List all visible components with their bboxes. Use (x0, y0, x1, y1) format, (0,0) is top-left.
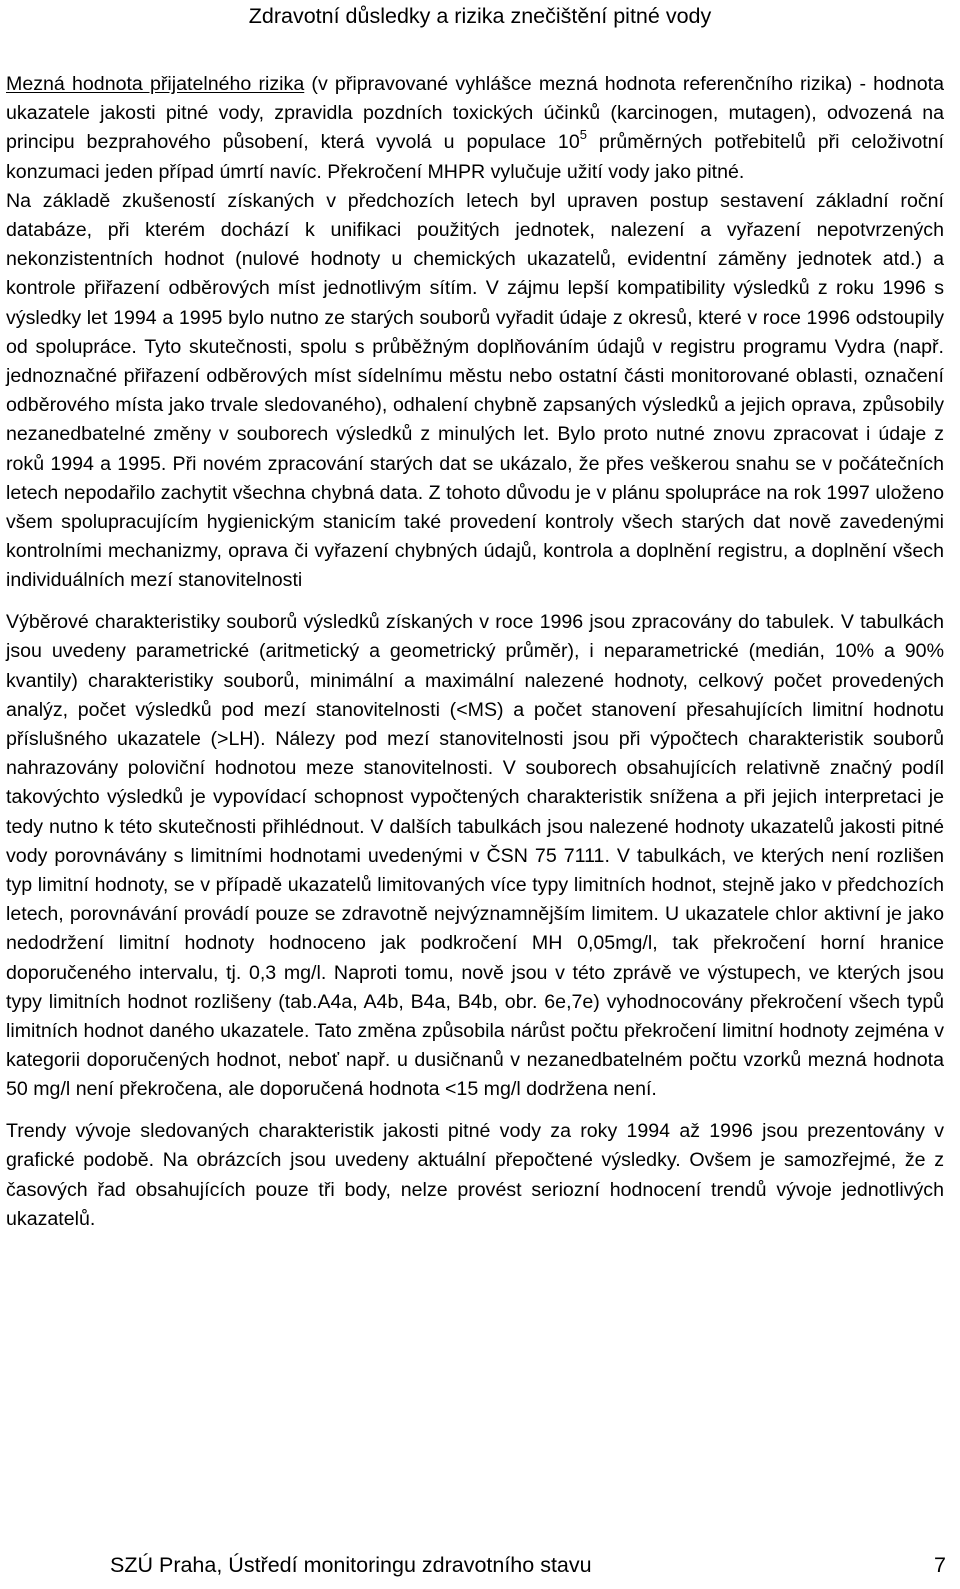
body-text (6, 70, 944, 1234)
paragraph-trends: Trendy vývoje sledovaných charakteristik jakosti pitné vody za roky 1994 až 1996 jsou prezentovány v grafické podobě. Na obrázcích jsou uvedeny aktuální přepočtené výsledky. Ovšem je samozřejmé, že z časových řad obsahujících pouze tři body, nelze provést seriozní hodnocení trendů vývoje jednotlivých ukazatelů. (6, 1120, 944, 1230)
definition-text-part-2: průměrných potřebitelů při celoživotní konzumaci jeden případ úmrtí navíc. Překročení MHPR vylučuje užití vody jako pitné. (6, 131, 944, 183)
page-number: 7 (934, 1553, 946, 1577)
paragraph-database: Na základě zkušeností získaných v předchozích letech byl upraven postup sestavení základní roční databáze, při kterém dochází k unifikaci použitých jednotek, nalezení a vyřazení nepotvrzených nekonzistentních hodnot (nulové hodnoty u chemických ukazatelů, evidentní záměny jednotek atd.) a kontrole přiřazení odběrových míst jednotlivým sítím. V zájmu lepší kompatibility výsledků z roku 1996 s výsledky let 1994 a 1995 bylo nutno ze starých souborů vyřadit údaje z okresů, které v roce 1996 odstoupily od spolupráce. Tyto skutečnosti, spolu s průběžným doplňováním údajů v registru programu Vydra (např. jednoznačné přiřazení odběrových míst sídelnímu městu nebo ostatní části monitorované oblasti, označení odběrového místa jako trvale sledovaného), odhalení chybně zapsaných výsledků a jejich oprava, způsobily nezanedbatelné změny v souborech výsledků z minulých let. Bylo proto nutné znovu zpracovat i údaje z roků 1994 a 1995. Při novém zpracování starých dat se ukázalo, že přes veškerou snahu se v počátečních letech nepodařilo zachytit všechna chybná data. Z tohoto důvodu je v plánu spolupráce na rok 1997 uloženo všem spolupracujícím hygienickým stanicím také provedení kontroly všech starých dat nově zavedenými kontrolními mechanizmy, oprava či vyřazení chybných údajů, kontrola a doplnění registru, a doplnění všech individuálních mezí stanovitelnosti (6, 189, 944, 592)
running-footer (110, 1550, 946, 1580)
definition-text-part-1: (v připravované vyhlášce mezná hodnota referenčního rizika) - hodnota ukazatele jakosti pitné vody, zpravidla pozdních toxických účinků (karcinogen, mutagen), odvozená na principu bezprahového působení, která vyvolá u populace 10 (6, 73, 944, 154)
defined-term: Mezná hodnota přijatelného rizika (6, 73, 305, 95)
paragraph-characteristics: Výběrové charakteristiky souborů výsledků získaných v roce 1996 jsou zpracovány do tabulek. V tabulkách jsou uvedeny parametrické (aritmetický a geometrický průměr), i neparametrické (medián, 10% a 90% kvantily) charakteristiky souborů, minimální a maximální nalezené hodnoty, celkový počet provedených analýz, počet výsledků pod mezí stanovitelnosti (<MS) a počet stanovení přesahujících limitní hodnotu příslušného ukazatele (>LH). Nálezy pod mezí stanovitelnosti jsou při výpočtech charakteristik souborů nahrazovány poloviční hodnotou meze stanovitelnosti. V souborech obsahujících relativně značný podíl takovýchto výsledků je vypovídací schopnost vypočtených charakteristik snížena a při jejich interpretaci je tedy nutno k této skutečnosti přihlédnout. V dalších tabulkách jsou nalezené hodnoty ukazatelů jakosti pitné vody porovnávány s limitními hodnotami uvedenými v ČSN 75 7111. V tabulkách, ve kterých není rozlišen typ limitní hodnoty, se v případě ukazatelů limitovaných více typy limitních hodnot, stejně jako v předchozích letech, porovnávání provádí pouze se zdravotně nejvýznamnějším limitem. U ukazatele chlor aktivní je jako nedodržení limitní hodnoty hodnoceno jak podkročení MH 0,05mg/l, tak překročení horní hranice doporučeného intervalu, tj. 0,3 mg/l. Naproti tomu, nově jsou v této zprávě ve výstupech, ve kterých jsou typy limitních hodnot rozlišeny (tab.A4a, A4b, B4a, B4b, obr. 6e,7e) vyhodnocovány překročení všech typů limitních hodnot daného ukazatele. Tato změna způsobila nárůst počtu překročení limitní hodnoty zejména v kategorii doporučených hodnot, neboť např. u dusičnanů v nezanedbatelném počtu vzorků mezná hodnota 50 mg/l není překročena, ale doporučená hodnota <15 mg/l dodržena není. (6, 611, 944, 1101)
running-header (0, 2, 960, 30)
document-title: Zdravotní důsledky a rizika znečištění pitné vody (248, 4, 712, 28)
exponent: 5 (579, 127, 587, 143)
paragraph-definition (6, 70, 944, 187)
footer-organization: SZÚ Praha, Ústředí monitoringu zdravotního stavu (110, 1553, 592, 1577)
